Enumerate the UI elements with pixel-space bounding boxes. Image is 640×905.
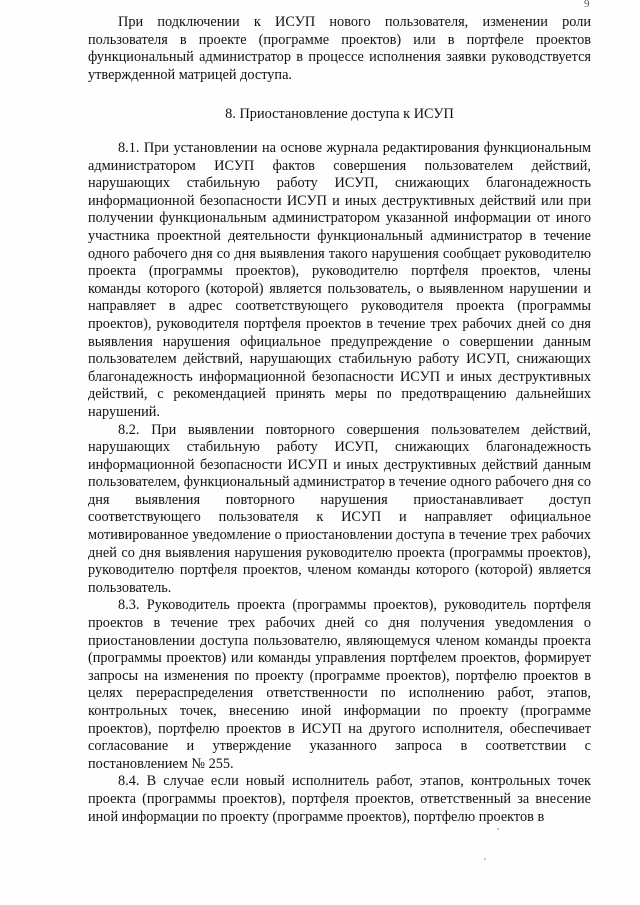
paragraph-8-1: 8.1. При установлении на основе журнала редактирования функциональным администратором ИСУП фактов совершения пользователем действий, нарушающих стабильную работу ИСУП, снижающих благонадежность информационной безопасности ИСУП и иных деструктивных действий или при получении функциональным администратором указанной информации от иного участника проектной деятельности функциональный администратор в течение одного рабочего дня со дня выявления такого нарушения сообщает руководителю проекта (программы проектов), руководителю портфеля проектов, члены команды которого (которой) является пользователь, о выявленном нарушении и направляет в адрес соответствующего руководителя проекта (программы проектов), руководителя портфеля проектов в течение трех рабочих дней со дня выявления нарушения официальное предупреждение о совершении данным пользователем действий, нарушающих стабильную работу ИСУП, снижающих благонадежность информационной безопасности ИСУП и иных деструктивных действий, с рекомендацией принять меры по предотвращению дальнейших нарушений. xyxy=(88,140,591,420)
scan-speck xyxy=(484,858,486,860)
paragraph-8-2: 8.2. При выявлении повторного совершения пользователем действий, нарушающих стабильную работу ИСУП, снижающих благонадежность информационной безопасности ИСУП и иных деструктивных действий данным пользователем, функциональный администратор в течение одного рабочего дня со дня выявления повторного нарушения приостанавливает доступ соответствующего пользователя к ИСУП и направляет официальное мотивированное уведомление о приостановлении доступа в течение трех рабочих дней со дня выявления нарушения руководителю проекта (программы проектов), руководителю портфеля проектов, членом команды которого (которой) является пользователь. xyxy=(88,421,591,596)
intro-paragraph: При подключении к ИСУП нового пользователя, изменении роли пользователя в проекте (программе проектов) или в портфеле проектов функциональный администратор в процессе исполнения заявки руководствуется утвержденной матрицей доступа. xyxy=(88,14,591,83)
scan-speck xyxy=(497,828,499,830)
paragraph-8-3: 8.3. Руководитель проекта (программы проектов), руководитель портфеля проектов в течение трех рабочих дней со дня получения уведомления о приостановлении доступа пользователю, являющемуся членом команды проекта (программы проектов) или команды управления портфелем проектов, формирует запросы на изменения по проекту (программе проектов), портфелю проектов в целях перераспределения ответственности по исполнению работ, этапов, контрольных точек, внесению иной информации по проекту (программе проектов), портфелю проектов в ИСУП на другого исполнителя, обеспечивает согласование и утверждение указанного запроса в соответствии с постановлением № 255. xyxy=(88,597,591,772)
page-number: 9 xyxy=(584,0,590,10)
section-heading: 8. Приостановление доступа к ИСУП xyxy=(225,106,454,122)
section-body xyxy=(88,140,591,826)
intro-text xyxy=(88,14,591,84)
paragraph-8-4: 8.4. В случае если новый исполнитель работ, этапов, контрольных точек проекта (программы проектов), портфеля проектов, ответственный за внесение иной информации по проекту (программе проектов), портфелю проектов в xyxy=(88,773,591,825)
